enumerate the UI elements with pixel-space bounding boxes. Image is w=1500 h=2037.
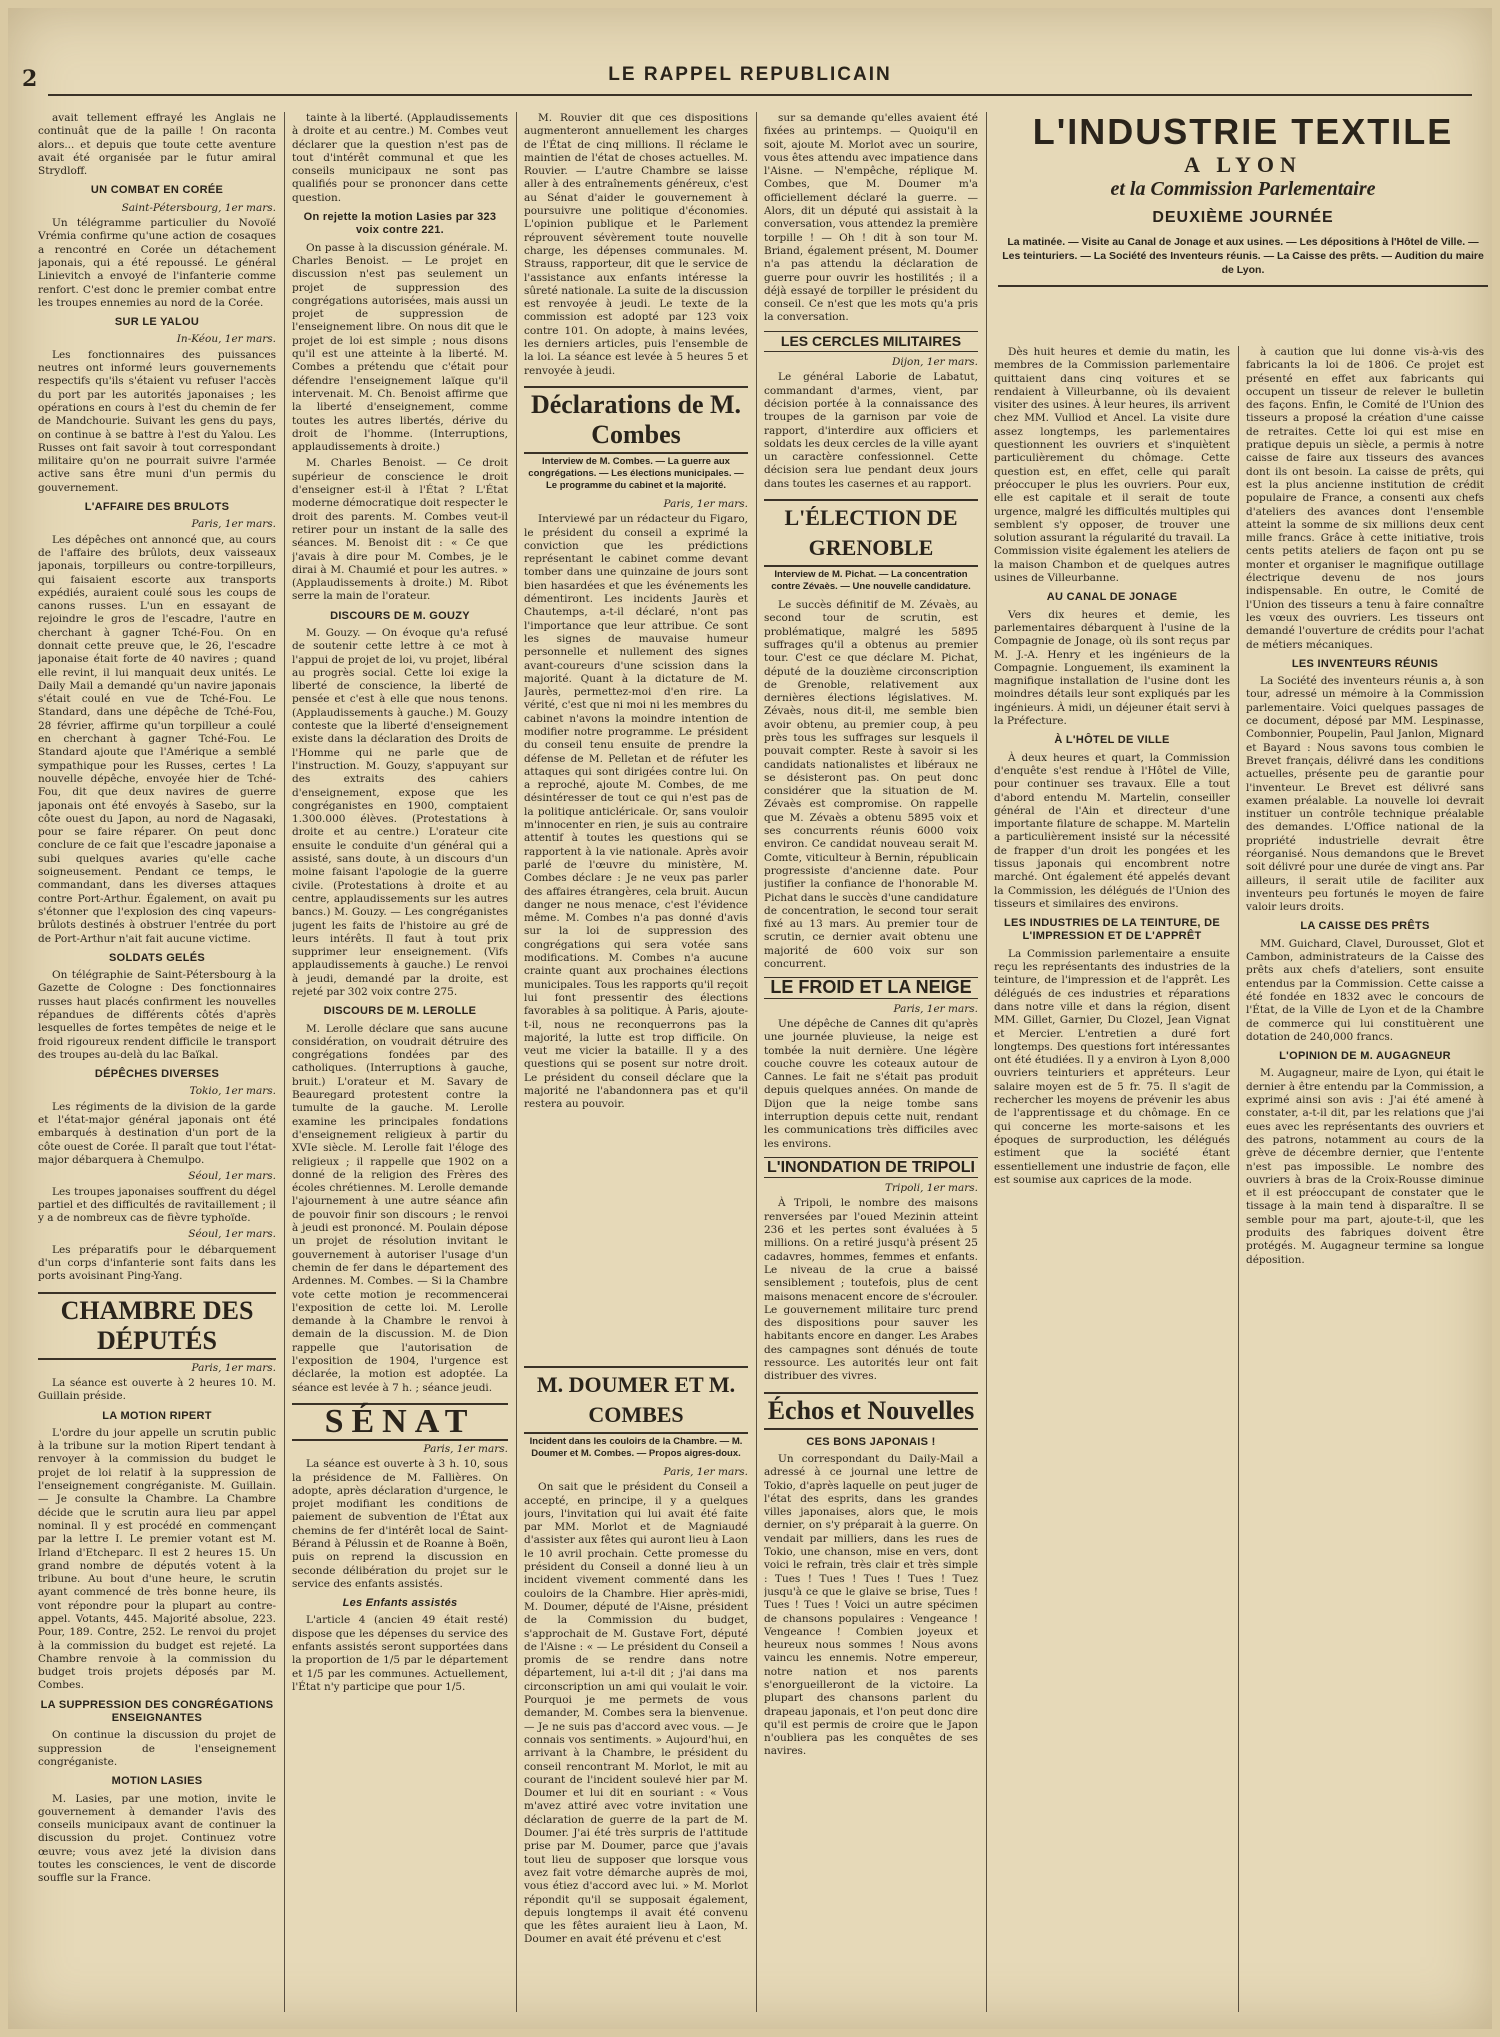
article-text: À deux heures et quart, la Commission d'enquête s'est rendue à l'Hôtel de Ville, pour continuer ses travaux. Elle a tout d'abord entendu M. Martelin, conseiller général de l'Ain et directeur d'une importante filature de schappe. M. Martelin a particulièrement insisté sur la nécessité de frapper d'un droit les pongées et les tissus japonais qui encombrent notre marché. Ont également été appelés devant la Commission, les délégués de l'Union des tisseurs et similaires des environs. (994, 751, 1230, 910)
section-heading: DISCOURS DE M. GOUZY (330, 609, 470, 622)
section-heading: LES INDUSTRIES DE LA TEINTURE, DE L'IMPRESSION ET DE L'APPRÊT (1003, 917, 1221, 943)
article-text: Le succès définitif de M. Zévaès, au second tour de scrutin, est problématique, malgré les 5895 suffrages qu'il a obtenus au premier tour. C'est ce que déclare M. Pichat, député de la douzième circonscription de Grenoble, relativement aux dernières élections législatives. M. Zévaès, nous dit-il, me semble bien avoir obtenu, au premier coup, à peu près tous les suffrages sur lesquels il pouvait compter. Reste à savoir si les candidats nationalistes et libéraux ne se désisteront pas. On peut donc considérer que la situation de M. Zévaès est compromise. On rappelle que M. Zévaès a obtenu 5895 voix et ses concurrents réunis 6000 voix environ. Ce candidat nouveau serait M. Comte, viticulteur à Bernin, républicain progressiste d'ancienne date. Pour justifier la confiance de l'honorable M. Pichat dans le succès d'une candidature de concentration, le second tour serait fixé au 13 mars. Au premier tour de scrutin, ce dernier avait obtenu une majorité de 600 voix sur son concurrent. (764, 599, 978, 971)
article-text: M. Lasies, par une motion, invite le gouvernement à demander l'avis des conseils municipaux avant de continuer la discussion du projet. Continuez votre œuvre; vous avez jeté la division dans toutes les consciences, le vent de discorde souffle sur la France. (38, 1792, 276, 1885)
column-3-lower (524, 1358, 748, 2012)
section-heading: UN COMBAT EN CORÉE (90, 184, 224, 197)
column-5a (994, 346, 1230, 2012)
article-text: à caution que lui donne vis-à-vis des fabricants la loi de 1806. Ce projet est présenté en effet aux fabricants qui occupent un tisseur de relever le bulletin des façons. Enfin, le Comité de l'Union des tisseurs a proposé la création d'une caisse de retraites. Cette loi qui est mise en pratique depuis un siècle, a permis à notre caisse de faire aux tisseurs des avances dont ils ont besoin. La caisse de prêts, qui est la plus ancienne institution de crédit populaire de France, a consenti aux chefs d'ateliers des avances dont l'ensemble atteint la somme de six millions deux cent mille francs. Grâce à cette initiative, trois cents petits ateliers de façon ont pu se monter et organiser le magnifique outillage électrique devenu de nos jours indispensable. En outre, le Comité de l'Union des tisseurs a tenu à faire connaître les vœux des ouvriers. Les tisseurs ont demandé l'ouverture de crédits pour l'achat de métiers mécaniques. (1246, 346, 1484, 651)
feature-subtitle: DEUXIÈME JOURNÉE (1152, 209, 1334, 226)
section-heading: On rejette la motion Lasies par 323 voix contre 221. (303, 211, 497, 237)
article-text: On continue la discussion du projet de suppression de l'enseignement congréganiste. (38, 1729, 276, 1768)
article-text: tainte à la liberté. (Applaudissements à droite et au centre.) M. Combes veut déclarer que la question n'est pas de tout d'intérêt communal et que les conseils municipaux ne sont pas qualifiés pour se prononcer dans cette question. (292, 112, 508, 204)
column-divider (986, 112, 987, 2012)
article-dek: Interview de M. Combes. — La guerre aux congrégations. — Les élections municipales. — Le programme du cabinet et la majorité. (528, 455, 744, 491)
dateline: Séoul, 1er mars. (188, 1170, 276, 1183)
article-text: On sait que le président du Conseil a accepté, en principe, il y a quelques jours, l'invitation qui lui avait été faite par MM. Morlot et de Magniaudé d'assister aux fêtes qui auront lieu à Laon le 10 avril prochain. Cette promesse du président du Conseil a donné lieu à un incident vivement commenté dans les couloirs de la Chambre. Hier après-midi, M. Doumer, député de l'Aisne, président de la Commission du budget, s'approchait de M. Gustave Fort, député de l'Aisne : « — Le président du Conseil a promis de se rendre dans notre département, lui a-t-il dit ; j'ai dans ma circonscription un ami qui voulait le voir. Pourquoi je me permets de vous demander, M. Combes sera la bienvenue. — Je ne suis pas d'accord avec vous. — Je connais vos sentiments. » Aujourd'hui, en arrivant à la Chambre, le président du conseil rencontrant M. Morlot, le mit au courant de l'incident soulevé hier par M. Doumer et lui dit en souriant : « Vous m'avez attiré avec votre invitation une déclaration de guerre de la part de M. Doumer. J'ai été très surpris de l'attitude prise par M. Doumer, parce que j'avais tout lieu de supposer que lorsque vous avez fait votre démarche auprès de moi, vous étiez d'accord avec lui. » M. Morlot répondit qu'il se supposait également, depuis longtemps il avait été convenu que les fêtes auraient lieu à Laon, M. Doumer en avait été prévenu et c'est (524, 1481, 748, 1946)
article-text: À Tripoli, le nombre des maisons renversées par l'oued Mezinin atteint 236 et les pertes sont évaluées à 5 millions. On a retiré jusqu'à présent 25 cadavres, hommes, femmes et enfants. Le niveau de la crue a baissé sensiblement ; toutefois, plus de cent maisons menacent encore de s'écrouler. Le gouvernement militaire turc prend des dispositions pour sauver les habitants encore en danger. Les Arabes des campagnes sont dénués de toute ressource. Les autorités leur ont fait distribuer des vivres. (764, 1197, 978, 1383)
dateline: Paris, 1er mars. (893, 1002, 978, 1015)
page-number: 2 (22, 66, 38, 92)
section-heading: SOLDATS GELÉS (109, 951, 205, 964)
dateline: Tokio, 1er mars. (189, 1085, 276, 1098)
section-heading: L'AFFAIRE DES BRULOTS (84, 501, 230, 514)
article-dek: Incident dans les couloirs de la Chambre. — M. Doumer et M. Combes. — Propos aigres-doux. (529, 1436, 743, 1459)
article-text: M. Augagneur, maire de Lyon, qui était le dernier à être entendu par la Commission, a exprimé ainsi son avis : J'ai été amené à constater, a-t-il dit, par les relations que j'ai eues avec les représentants des ouvriers et des patrons, notamment au cours de la grève de décembre dernier, que l'entente n'est pas impossible. Le nombre des ouvriers à bras de la Croix-Rousse diminue et il est préoccupant de constater que le tissage à la main tend à disparaître. Il se semble pour ma part, ajoute-t-il, que les produits des fabriques doivent être protégés. M. Augagneur termine sa longue déposition. (1246, 1067, 1484, 1266)
section-banner: M. DOUMER ET M. COMBES (524, 1366, 748, 1434)
newspaper-page (8, 8, 1492, 2029)
section-heading: LA SUPPRESSION DES CONGRÉGATIONS ENSEIGNANTES (40, 1698, 274, 1725)
section-heading: À L'HÔTEL DE VILLE (1054, 734, 1170, 747)
article-text: On passe à la discussion générale. M. Charles Benoist. — Le projet en discussion n'est pas seulement un projet de suppression des congrégations autorisées, mais aussi un projet de suppression de l'enseignement libre. On nous dit que le projet de loi est simple ; nous disons qu'il est une atteinte à la liberté. M. Combes a prétendu que c'était pour défendre l'enseignement laïque qu'il intervenait. M. Ch. Benoist affirme que la liberté d'enseignement, comme toutes les autres libertés, dérive du droit de l'homme. (Interruptions, applaudissements à droite.) (292, 241, 508, 454)
section-heading: CES BONS JAPONAIS ! (806, 1435, 936, 1448)
article-text: La Commission parlementaire a ensuite reçu les représentants des industries de la teinture, de l'impression et de l'apprêt. Les délégués de ces industries et réparations dans notre ville et dans la région, disent MM. Gillet, Garnier, Du Clozel, Jean Vignat et Mercier. L'entretien a duré fort longtemps. Des questions fort intéressantes ont été étudiées. Il y a environ à Lyon 8,000 ouvriers teinturiers et appréteurs. Leur salaire moyen est de 5 fr. 75. Il s'agit de rechercher les moyens de prévenir les abus de l'apprentissage et du chômage. En ce qui concerne les morte-saisons et les époques de surproduction, les délégués estiment que la société étant essentiellement une industrie de façon, elle est soumise aux caprices de la mode. (994, 947, 1230, 1186)
article-text: L'ordre du jour appelle un scrutin public à la tribune sur la motion Ripert tendant à renvoyer à la commission du budget le projet de loi relatif à la suppression de l'enseignement congréganiste. M. Guillain. — Je consulte la Chambre. La Chambre décide que le scrutin aura lieu par appel nominal. Il y est procédé en commençant par la lettre I. Le premier votant est M. Irland d'Etcheparc. Il est 2 heures 15. Un grand nombre de députés votent à la tribune. Au bout d'une heure, le scrutin ayant commencé de très bonne heure, ils vont répondre pour la plupart au contre-appel. Votants, 445. Majorité absolue, 223. Pour, 189. Contre, 252. Le renvoi du projet à la commission du budget est rejeté. La Chambre renvoie à la commission du budget trois projets déposés par M. Combes. (38, 1426, 276, 1692)
section-heading: DISCOURS DE M. LEROLLE (323, 1005, 477, 1018)
section-banner: SÉNAT (292, 1403, 508, 1441)
article-text: M. Gouzy. — On évoque qu'a refusé de soutenir cette lettre à ce mot à l'appui de projet de loi, vu projet, libéral au progrès social. Cette loi exige la liberté de conscience, la liberté de pensée et c'est à elle que nous tenons. (Applaudissements à gauche.) M. Gouzy conteste que la liberté d'enseignement existe dans la déclaration des Droits de l'Homme qui ne parle que de l'instruction. M. Gouzy, s'appuyant sur des extraits des cahiers d'enseignement, expose que les congréganistes en 1900, comptaient 1.300.000 élèves. (Protestations à droite et au centre.) L'orateur cite ensuite le conduite d'un général qui a assisté, sans doute, à un discours d'un moine faisant l'apologie de la guerre civile. (Protestations à droite et au centre, applaudissements sur les autres bancs.) M. Gouzy. — Les congréganistes jugent les faits de l'histoire au gré de leurs intérêts. Il faut à tout prix supprimer leur enseignement. (Vifs applaudissements à gauche.) Le renvoi à jeudi, demandé par la droite, est rejeté par 302 voix contre 275. (292, 626, 508, 998)
article-text: La Société des inventeurs réunis a, à son tour, adressé un mémoire à la Commission parlementaire. Voici quelques passages de ce document, déposé par MM. Lespinasse, Combonnier, Poupelin, Paul Janlon, Mignard et Bayard : Nous savons tous combien le Brevet français, délivré dans les conditions actuelles, présente peu de garantie pour l'inventeur. Le Brevet est délivré sans examen préalable. La nouvelle loi devrait instituer un contrôle technique préalable des demandes. L'Office national de la propriété industrielle devrait être réorganisé. Nous demandons que le Brevet soit délivré pour une durée de vingt ans. Par ailleurs, il serait utile de faciliter aux inventeurs peu fortunés le moyen de faire valoir leurs droits. (1246, 675, 1484, 914)
section-banner: Échos et Nouvelles (764, 1392, 978, 1430)
article-text: Une dépêche de Cannes dit qu'après une journée pluvieuse, la neige est tombée la nuit dernière. Une légère couche couvre les coteaux autour de Cannes. Le fait ne s'était pas produit depuis quelques années. On mande de Dijon que la neige tombe sans interruption depuis cette nuit, rendant les communications très difficiles avec les environs. (764, 1017, 978, 1150)
section-heading: LES INVENTEURS RÉUNIS (1291, 657, 1439, 670)
feature-header (998, 112, 1488, 287)
article-text: Le général Laborie de Labatut, commandant d'armes, vient, par décision portée à la connaissance des troupes de la garnison par voie de rapport, d'interdire aux officiers et soldats les deux cercles de la ville ayant un caractère confessionnel. Cette décision sera lue pendant deux jours dans toutes les casernes et au rapport. (764, 371, 978, 490)
section-banner: L'ÉLECTION DE GRENOBLE (764, 499, 978, 567)
dateline: In-Kéou, 1er mars. (176, 333, 276, 346)
dateline: Paris, 1er mars. (663, 1466, 748, 1478)
dateline: Dijon, 1er mars. (891, 356, 978, 369)
dateline: Paris, 1er mars. (191, 1361, 276, 1374)
article-text: Un correspondant du Daily-Mail a adressé à ce journal une lettre de Tokio, d'après laquelle on peut juger de l'état des esprits, dans les grandes villes japonaises, alors que, le mois dernier, on s'y préparait à la guerre. On vendait par milliers, dans les rues de Tokio, une chanson, mise en vers, dont voici le refrain, très clair et très simple : Tues ! Tues ! Tues ! Tues ! Tuez jusqu'à ce que le glaive se brise, Tues ! Tues ! Tues ! Voici un autre spécimen de chansons populaires : Vengeance ! Vengeance ! Combien joyeux et heureux nous sommes ! Nous avons vaincu les ennemis. Notre empereur, notre nation et nos parents s'enorgueilleront de la victoire. La plupart des chansons parlent du drapeau japonais, et l'on peut donc dire qu'il est permis de croire que le Japon n'oubliera pas les conquêtes de ses navires. (764, 1452, 978, 1758)
article-text: M. Charles Benoist. — Ce droit supérieur de conscience le droit d'enseigner est-il à l'État ? L'État moderne démocratique doit respecter le droit des parents. M. Combes veut-il retirer pour un instant de la salle des séances. M. Benoist dit : « Ce que j'avais à dire pour M. Combes, je le dirai à M. Chaumié et pour les autres. » (Applaudissements à droite.) M. Ribot serre la main de l'orateur. (292, 457, 508, 603)
column-divider (756, 112, 757, 2012)
article-text: Un télégramme particulier du Novoïé Vrémia confirme qu'une action de cosaques a rencontré en Corée un détachement japonais, qui a été repoussé. Le général Linievitch a envoyé de l'infanterie comme renfort. C'est donc le premier combat entre les troupes ennemies au nord de la Corée. (38, 217, 276, 309)
article-text: MM. Guichard, Clavel, Durousset, Glot et Cambon, administrateurs de la Caisse des prêts aux chefs d'ateliers, sont ensuite entendus par la Commission. Cette caisse a été fondée en 1832 avec le concours de l'État, de la Ville de Lyon et de la Chambre de commerce qui lui constituèrent une dotation de 240,000 francs. (1246, 937, 1484, 1043)
article-text: On télégraphie de Saint-Pétersbourg à la Gazette de Cologne : Des fonctionnaires russes haut placés confirment les nouvelles répandues de différents côtés d'après lesquelles de fortes tempêtes de neige et le froid rigoureux rendent difficile le transport des troupes au-delà du lac Baïkal. (38, 969, 276, 1061)
column-4 (764, 112, 978, 2012)
feature-subtitle: A LYON (1184, 152, 1302, 177)
article-text: avait tellement effrayé les Anglais ne continuât que de la paille ! On raconta alors... et depuis que toute cette aventure avait été organisée par le futur amiral Strydloff. (38, 112, 276, 178)
dateline: Saint-Pétersbourg, 1er mars. (121, 201, 276, 214)
column-1 (38, 112, 276, 2012)
column-2 (292, 112, 508, 2012)
article-text: L'article 4 (ancien 49 était resté) dispose que les dépenses du service des enfants assistés seront supportées dans la proportion de 1/5 par le département et 1/5 par les communes. Actuellement, l'État n'y participe que pour 1/5. (292, 1614, 508, 1693)
section-heading: SUR LE YALOU (114, 316, 200, 329)
article-text: La séance est ouverte à 3 h. 10, sous la présidence de M. Fallières. On adopte, après déclaration d'urgence, le projet modifiant les conditions de paiement de subvention de l'État aux chemins de fer d'intérêt local de Saint-Bérand à Pélussin et de Roanne à Boën, puis on reprend la discussion en seconde délibération du projet sur le service des enfants assistés. (292, 1458, 508, 1590)
section-heading: LA MOTION RIPERT (102, 1409, 212, 1422)
dateline: Paris, 1er mars. (423, 1442, 508, 1455)
section-banner: Déclarations de M. Combes (524, 386, 748, 454)
dateline: Séoul, 1er mars. (188, 1228, 276, 1241)
article-text: Interviewé par un rédacteur du Figaro, le président du conseil a exprimé la conviction que les prédictions représentant le cabinet comme devant tomber dans une quinzaine de jours sont bien hasardées et que les événements les démentiront. Les incidents Jaurès et Chautemps, a-t-il déclaré, n'ont pas l'importance que leur attribue. Ce sont les signes de mauvaise humeur personnelle et nullement des signes avant-coureurs d'une scission dans la majorité. Quant à la dictature de M. Jaurès, permettez-moi d'en rire. La vérité, c'est que ni moi ni les membres du cabinet n'avons la moindre intention de modifier notre programme. Le président du conseil tenu ensuite de prendre la défense de M. Pelletan et de réfuter les attaques qui sont dirigées contre lui. On a reproché, ajoute M. Combes, de me désintéresser de tout ce qui n'est pas de la politique anticléricale. Or, sans vouloir m'innocenter en rien, je suis au contraire attentif à toutes les questions qui se rapportent à la vie nationale. Après avoir parlé de l'œuvre du ministère, M. Combes déclare : Je ne veux pas parler des affaires étrangères, cela bruit. Aucun danger ne nous menace, c'est l'évidence même. M. Combes n'a pas donné d'avis sur la loi de suppression des congrégations qui sera votée sans modifications. M. Combes n'a aucune crainte quant aux prochaines élections municipales. Tous les rapports qu'il reçoit lui font pressentir des élections favorables à sa politique. À Paris, ajoute-t-il, nous ne reconquerrons pas la majorité, la lutte est trop difficile. On veut me vicier la bataille. Il y a des questions qui se posent sur notre droit. Le président du conseil déclare que la majorité ne l'abandonnera pas et qu'il restera au pouvoir. (524, 513, 748, 1111)
article-text: Les fonctionnaires des puissances neutres ont informé leurs gouvernements respectifs qu'ils s'étaient vu refuser l'accès du port par les autorités japonaises ; les opérations en cours à l'est du chemin de fer de Mandchourie. Suivant les gens du pays, on continue à se battre à l'est du Yalou. Les Russes ont fait savoir à tout correspondant militaire qu'on ne pourrait suivre l'armée active sans être muni d'un permis du gouvernement. (38, 348, 276, 494)
section-banner: CHAMBRE DES DÉPUTÉS (38, 1292, 276, 1360)
feature-title: L'INDUSTRIE TEXTILE (1032, 111, 1454, 152)
column-divider (284, 112, 285, 2012)
section-heading: Les Enfants assistés (342, 1597, 458, 1610)
section-heading: L'OPINION DE M. AUGAGNEUR (1279, 1050, 1451, 1063)
article-text: M. Lerolle déclare que sans aucune considération, on voudrait détruire des congrégations fondées par des catholiques. (Interruptions à gauche, bruit.) L'orateur et M. Savary de Beauregard protestent contre la tumulte de la gauche. M. Lerolle examine les principales fondations d'enseignement religieux à partir du XVIe siècle. M. Lerolle fait l'éloge des religieux ; il rappelle que 1902 on a donné de la religion des Frères des écoles chrétiennes. M. Lerolle demande l'ajournement à une autre séance afin de pouvoir finir son discours ; le renvoi à jeudi est prononcé. M. Poulain dépose un projet de résolution invitant le gouvernement à autoriser l'usage d'un chemin de fer dans le département des Ardennes. M. Combes. — Si la Chambre vote cette motion je recommencerai l'exposition de cette loi. M. Lerolle demande à la Chambre le renvoi à demain de la discussion. M. de Dion rappelle que l'autorisation de l'exposition de 1904, l'urgence est déclarée, la motion est adoptée. La séance est levée à 7 h. ; séance jeudi. (292, 1022, 508, 1394)
article-text: Les régiments de la division de la garde et l'état-major général japonais ont été embarqués à destination d'un port de la côte ouest de Corée. Il paraît que tout l'état-major débarquera à Chemulpo. (38, 1100, 276, 1166)
article-text: Vers dix heures et demie, les parlementaires débarquent à l'usine de la Compagnie de Jonage, où ils sont reçus par M. J.-A. Henry et les ingénieurs de la Compagnie. Longuement, ils examinent la magnifique installation de l'usine dont les moindres détails leur sont expliqués par les ingénieurs. À midi, un déjeuner était servi à la Préfecture. (994, 608, 1230, 728)
article-dek: Interview de M. Pichat. — La concentration contre Zévaès. — Une nouvelle candidature. (771, 569, 971, 593)
section-heading: L'INONDATION DE TRIPOLI (764, 1157, 978, 1178)
section-heading: AU CANAL DE JONAGE (1046, 591, 1178, 604)
masthead-rule (48, 94, 1472, 96)
section-heading: LE FROID ET LA NEIGE (764, 977, 978, 998)
article-text: La séance est ouverte à 2 heures 10. M. Guillain préside. (38, 1376, 276, 1403)
article-text: Les préparatifs pour le débarquement d'un corps d'infanterie sont faits dans les ports avoisinant Ping-Yang. (38, 1243, 276, 1283)
dateline: Tripoli, 1er mars. (884, 1182, 978, 1195)
feature-dek: La matinée. — Visite au Canal de Jonage et aux usines. — Les dépositions à l'Hôtel de Ville. — Les teinturiers. — La Société des Inventeurs réunis. — La Caisse des prêts. — Audition du maire de Lyon. (998, 235, 1488, 287)
dateline: Paris, 1er mars. (663, 497, 748, 510)
section-heading: MOTION LASIES (111, 1775, 203, 1788)
column-divider (1238, 346, 1239, 2012)
article-text: Les dépêches ont annoncé que, au cours de l'affaire des brûlots, deux vaisseaux japonais, torpilleurs ou contre-torpilleurs, qui faisaient escorte aux transports expédiés, auraient coulé sous les coups de canons russes. L'un en essayant de rejoindre le gros de l'escadre, l'autre en cherchant à gagner Tché-Fou. On en donnait cette preuve que, le 26, l'escadre japonaise était forte de 40 navires ; quand elle revint, il lui manquait deux unités. Le Daily Mail a demandé qu'un navire japonais s'était coulé en vue de Tché-Fou. Le Standard, dans une dépêche de Tché-Fou, 28 février, affirme qu'un torpilleur a coulé en cherchant à gagner Tché-Fou. Le Standard ajoute que l'Amérique a semblé sympathique pour les Russes, certes ! La nouvelle dépêche, envoyée hier de Tché-Fou, dit que deux navires de guerre japonais ont été envoyés à Sasebo, sur la côte ouest du Japon, au nord de Nagasaki, pour se faire réparer. On peut donc conclure de ce fait que l'escadre japonaise a subi quelques avaries qu'elle cache soigneusement. Pendant ce temps, le commandant, dans les diverses attaques contre Port-Arthur. Également, on avait pu s'étonner que l'explosion des cinq vapeurs-brûlots destinés à obstruer l'entrée du port de Port-Arthur n'ait fait aucune victime. (38, 533, 276, 945)
article-text: M. Rouvier dit que ces dispositions augmenteront annuellement les charges de l'État de cinq millions. Il réclame le maintien de l'état de choses actuelles. M. Rouvier. — L'autre Chambre se laisse aller à des entraînements généreux, c'est au Sénat d'aider le gouvernement à poursuivre une politique d'économies. L'opinion publique et le Parlement réprouvent sévèrement toute nouvelle charge, les dépenses communales. M. Strauss, rapporteur, dit que le service de l'assistance aux enfants intéresse la sûreté nationale. La suite de la discussion est renvoyée à jeudi. Le texte de la commission est adopté par 123 voix contre 101. On adopte, à mains levées, les derniers articles, puis l'ensemble de la loi. La séance est levée à 5 heures 5 et renvoyée à jeudi. (524, 112, 748, 377)
masthead-title: LE RAPPEL REPUBLICAIN (608, 64, 892, 85)
section-heading: DÉPÊCHES DIVERSES (94, 1068, 220, 1081)
column-divider (516, 112, 517, 2012)
dateline: Paris, 1er mars. (191, 518, 276, 531)
feature-subtitle: et la Commission Parlementaire (1110, 178, 1376, 200)
section-heading: LA CAISSE DES PRÊTS (1300, 920, 1430, 933)
article-text: Les troupes japonaises souffrent du dégel partiel et des difficultés de ravitaillement ; il y a de nombreux cas de fièvre typhoïde. (38, 1185, 276, 1225)
article-text: sur sa demande qu'elles avaient été fixées au printemps. — Quoiqu'il en soit, ajoute M. Morlot avec un sourire, vous êtes attendu avec impatience dans l'Aisne. — N'empêche, réplique M. Combes, que M. Doumer m'a officiellement déclaré la guerre. — Alors, dit un député qui assistait à la conversation, vous attendez la première torpille ! — Oh ! dit à son tour M. Briand, également présent, M. Doumer n'a pas attendu la déclaration de guerre pour ouvrir les hostilités ; il a déjà essayé de torpiller le président du conseil. Ce n'est que les mots qu'a pris la conversation. (764, 112, 978, 324)
section-heading: LES CERCLES MILITAIRES (764, 331, 978, 352)
column-5b (1246, 346, 1484, 2012)
article-text: Dès huit heures et demie du matin, les membres de la Commission parlementaire quittaient dans cinq voitures et se rendaient à Villeurbanne, où ils devaient visiter des usines. À leur heures, ils arrivent chez MM. Vulliod et Ancel. La visite dure assez longtemps, les parlementaires questionnent les ouvriers et s'inquiètent particulièrement du chômage. Cette question est, en effet, celle qui paraît préoccuper le plus les ouvriers. Pour eux, elle est capitale et il serait de toute urgence, malgré les difficultés multiples qui semblent s'y opposer, de trouver une solution assurant la régularité du travail. La Commission visite également les ateliers de la maison Chambon et de quelques autres usines de Villeurbanne. (994, 346, 1230, 585)
